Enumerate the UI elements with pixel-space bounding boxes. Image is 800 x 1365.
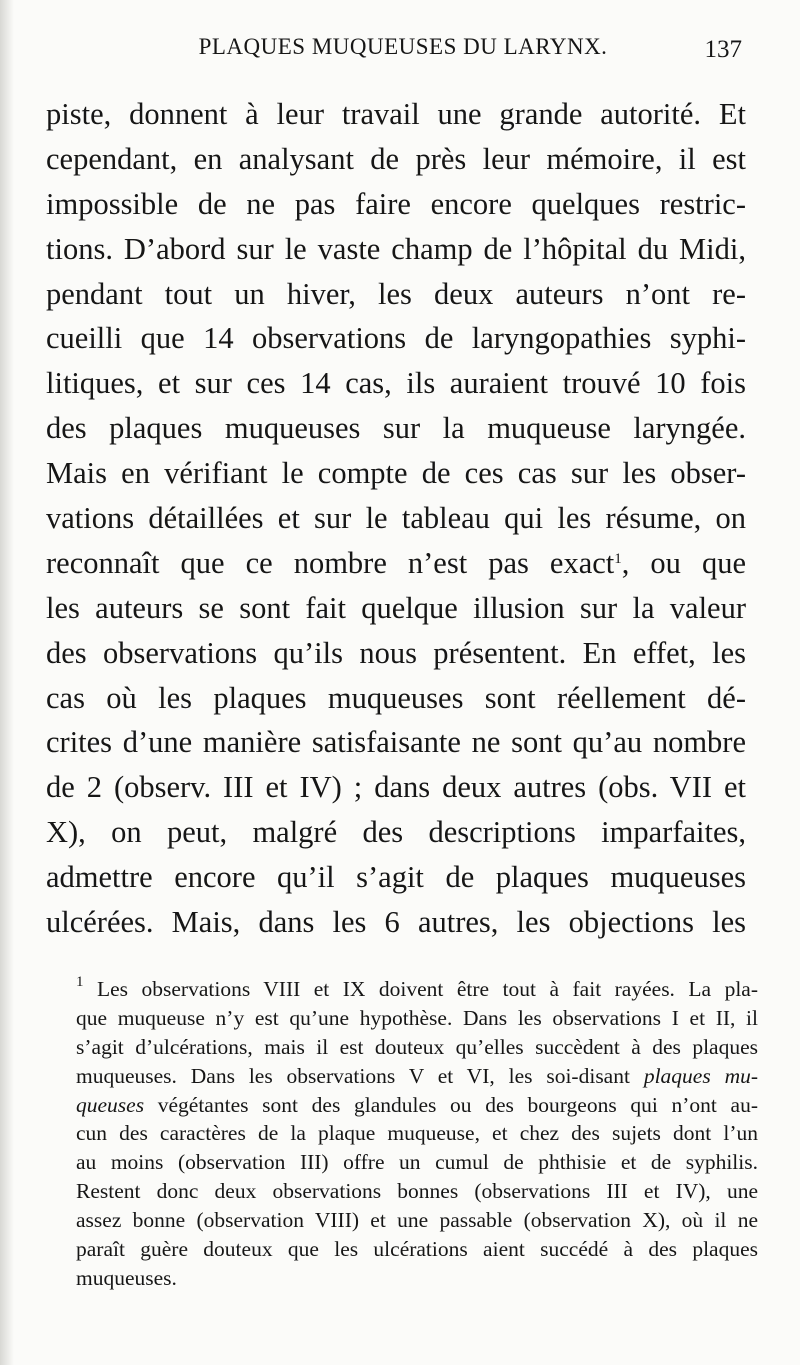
footnote-line: au moins (observation III) offre un cumul de phthisie et de syphilis. bbox=[76, 1150, 758, 1175]
text-line-with-note-ref bbox=[46, 541, 746, 586]
footnote-reference: 1 bbox=[614, 550, 622, 567]
footnote-marker: 1 bbox=[76, 974, 84, 990]
text-line: impossible de ne pas faire encore quelques restric- bbox=[46, 186, 746, 221]
text-line: les auteurs se sont fait quelque illusion sur la valeur bbox=[46, 590, 746, 625]
footnote-segment: Les observations VIII et IX doivent être tout à fait rayées. La pla- bbox=[96, 977, 758, 1001]
page-header bbox=[46, 34, 742, 70]
text-line: X), on peut, malgré des descriptions imparfaites, bbox=[46, 815, 746, 850]
footnote-line bbox=[76, 1062, 758, 1091]
footnote-segment: végétantes sont des glandules ou des bourgeons qui n’ont au- bbox=[157, 1092, 758, 1117]
text-segment: , ou que bbox=[621, 545, 746, 580]
text-line: cas où les plaques muqueuses sont réellement dé- bbox=[46, 680, 746, 715]
footnote-italic: queuses bbox=[76, 1092, 145, 1117]
running-title: PLAQUES MUQUEUSES DU LARYNX. bbox=[198, 34, 608, 59]
text-line: cependant, en analysant de près leur mémoire, il est bbox=[46, 141, 746, 176]
page-number: 137 bbox=[704, 36, 742, 63]
footnote-line bbox=[76, 1091, 758, 1120]
text-line: crites d’une manière satisfaisante ne sont qu’au nombre bbox=[46, 725, 746, 760]
text-line: de 2 (observ. III et IV) ; dans deux autres (obs. VII et bbox=[46, 770, 746, 805]
footnote-line: que muqueuse n’y est qu’une hypothèse. Dans les observations I et II, il bbox=[76, 1005, 758, 1030]
footnote-italic: plaques mu- bbox=[643, 1063, 759, 1088]
footnote-line: assez bonne (observation VIII) et une passable (observation X), où il ne bbox=[76, 1208, 758, 1233]
text-line: des plaques muqueuses sur la muqueuse laryngée. bbox=[46, 411, 746, 446]
text-line: vations détaillées et sur le tableau qui les résume, on bbox=[46, 501, 746, 536]
text-line: admettre encore qu’il s’agit de plaques muqueuses bbox=[46, 860, 746, 895]
page-gutter-shadow bbox=[0, 0, 14, 1365]
footnote bbox=[76, 975, 758, 1293]
text-line: cueilli que 14 observations de laryngopathies syphi- bbox=[46, 321, 746, 356]
footnote-line: paraît guère douteux que les ulcérations aient succédé à des plaques bbox=[76, 1237, 758, 1262]
text-line: tions. D’abord sur le vaste champ de l’hôpital du Midi, bbox=[46, 231, 746, 266]
text-line: ulcérées. Mais, dans les 6 autres, les objections les bbox=[46, 905, 746, 940]
footnote-segment: muqueuses. Dans les observations V et VI, les soi-disant bbox=[76, 1063, 630, 1088]
footnote-line: cun des caractères de la plaque muqueuse, et chez des sujets dont l’un bbox=[76, 1121, 758, 1146]
text-line: pendant tout un hiver, les deux auteurs n’ont re- bbox=[46, 276, 746, 311]
text-line: des observations qu’ils nous présentent. En effet, les bbox=[46, 635, 746, 670]
footnote-line bbox=[76, 975, 758, 1004]
text-line: Mais en vérifiant le compte de ces cas sur les obser- bbox=[46, 456, 746, 491]
text-line: litiques, et sur ces 14 cas, ils auraient trouvé 10 fois bbox=[46, 366, 746, 401]
footnote-line: Restent donc deux observations bonnes (observations III et IV), une bbox=[76, 1179, 758, 1204]
text-segment: reconnaît que ce nombre n’est pas exact bbox=[46, 545, 615, 580]
footnote-line: muqueuses. bbox=[76, 1265, 177, 1290]
footnote-line: s’agit d’ulcérations, mais il est douteux qu’elles succèdent à des plaques bbox=[76, 1034, 758, 1059]
body-text bbox=[46, 92, 746, 945]
text-line: piste, donnent à leur travail une grande autorité. Et bbox=[46, 97, 746, 131]
